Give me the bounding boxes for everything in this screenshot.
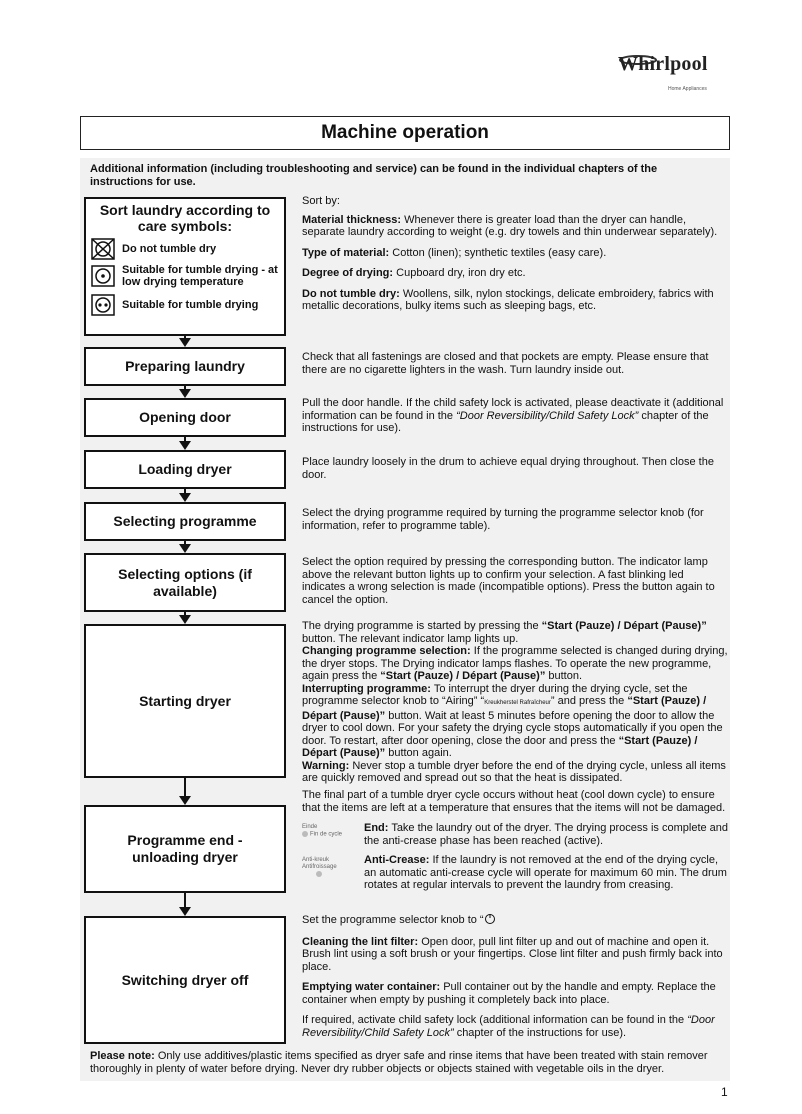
flow-arrow: [179, 336, 191, 347]
lock-text: If required, activate child safety lock (additional information can be found in the: [302, 1014, 685, 1026]
starting-t2: button. The relevant indicator lamp lights up.: [302, 632, 519, 645]
interrupt-knob: Kreukherstel Rafraîcheur: [484, 700, 551, 706]
end-lamp-icon: [302, 824, 364, 839]
lamp-label: Antifroissage: [302, 864, 337, 870]
no-tumble-label: Do not tumble dry:: [302, 287, 400, 300]
step-selecting-programme: Selecting programme: [84, 502, 286, 541]
anticrease-indicator-row: [302, 854, 730, 892]
step-sort-laundry: [84, 197, 286, 336]
material-type-text: Cotton (linen); synthetic textiles (easy care).: [392, 246, 607, 259]
flow-arrow: [179, 893, 191, 916]
brand-tagline: Home Appliances: [668, 86, 707, 92]
preparing-text: Check that all fastenings are closed and that pockets are empty. Please ensure that there are no cigarette lighters in the wash. Turn laundry inside out.: [302, 351, 709, 376]
interrupt-end: button. Wait at least 5 minutes before opening the door to allow the dryer to cool down. For your safety the drying cycle stops automatically if you open the door. To restart, after door opening, close the door and press the: [302, 709, 723, 747]
material-thickness-label: Material thickness:: [302, 213, 402, 226]
opening-text: [302, 397, 730, 435]
selecting-options-text: Select the option required by pressing the corresponding button. The indicator lamp above the relevant button lights up to confirm your selection. A fast blinking led indicates a wrong selection is made (incompatible options). Press the button again to cancel the option.: [302, 556, 715, 606]
note-text: Only use additives/plastic items specified as dryer safe and rinse items that have been treated with stain remover thoroughly in plenty of water before drying. Never dry rubber objects or objects stained with vegetable oils in the dryer.: [90, 1050, 708, 1075]
tumble-dry-normal-icon: [90, 293, 116, 317]
symbol-row: [90, 237, 284, 261]
step-loading-dryer: Loading dryer: [84, 450, 286, 489]
symbol-label: Do not tumble dry: [122, 243, 217, 255]
sort-text: [302, 195, 730, 321]
material-thickness-text: Whenever there is greater load than the dryer can handle, separate laundry according to weight (e.g. dry towels and thin underwear separately).: [302, 213, 718, 238]
opening-text-main: Pull the door handle. If the child safety lock is activated, please deactivate it (additional information can be found in the: [302, 397, 724, 422]
start-button-ref: “Start (Pauze) / Départ (Pause)”: [541, 620, 707, 632]
step-starting-dryer: Starting dryer: [84, 624, 286, 778]
sort-heading: Sort laundry according to care symbols:: [99, 202, 271, 234]
lamp-label: Anti-kreuk: [302, 857, 330, 863]
symbol-row: [90, 293, 284, 317]
interrupt-text: To interrupt the dryer during the drying cycle, set the programme selector knob to “Airing” “: [302, 682, 688, 707]
flow-arrow: [179, 778, 191, 805]
step-programme-end: Programme end - unloading dryer: [84, 805, 286, 893]
lint-text: Open door, pull lint filter up and out of machine and open it. Brush lint using a soft brush or your fingertips. Close lint filter and push firmly back into place.: [302, 935, 723, 973]
lint-label: Cleaning the lint filter:: [302, 935, 419, 948]
off-set-row: [302, 913, 730, 927]
change-label: Changing programme selection:: [302, 645, 471, 657]
step-preparing-laundry: Preparing laundry: [84, 347, 286, 386]
step-switching-off: Switching dryer off: [84, 916, 286, 1044]
flow-arrow: [179, 386, 191, 398]
change-text: If the programme selected is changed during drying, the dryer stops. The Drying indicator lamps flashes. To operate the new programme, again press the: [302, 645, 728, 682]
symbol-label: Suitable for tumble drying - at low drying temperature: [122, 264, 278, 288]
off-text: [302, 913, 730, 1047]
anticrease-lamp-icon: [302, 857, 364, 879]
please-note: [90, 1050, 725, 1075]
water-label: Emptying water container:: [302, 981, 441, 993]
start-button-ref: “Start (Pauze) / Départ (Pause)”: [380, 670, 546, 682]
end-label: End:: [364, 822, 389, 834]
flow-arrow: [179, 489, 191, 502]
symbol-row: [90, 264, 284, 288]
starting-t1: The drying programme is started by pressing the: [302, 620, 539, 632]
anticrease-desc: [364, 854, 730, 892]
brand-name: Whirlpool: [618, 53, 708, 75]
sort-by: Sort by:: [302, 195, 340, 207]
whirlpool-logo: [612, 52, 732, 92]
off-position-icon: [484, 913, 496, 925]
water-text: Pull container out by the handle and empty. Replace the container when empty by pushing it completely back into place.: [302, 981, 716, 1006]
lock-end: chapter of the instructions for use).: [456, 1026, 627, 1039]
anticrease-label: Anti-Crease:: [364, 854, 430, 866]
page-number: 1: [721, 1085, 728, 1099]
note-label: Please note:: [90, 1050, 155, 1062]
interrupt-end2: button again.: [388, 747, 452, 759]
change-end: button.: [548, 670, 583, 682]
no-tumble-text: Woollens, silk, nylon stockings, delicate embroidery, fabrics with metallic decorations, bulky items such as sleeping bags, etc.: [302, 287, 714, 312]
opening-text-end: chapter of the instructions for use).: [302, 409, 709, 434]
anticrease-text: If the laundry is not removed at the end of the drying cycle, an automatic anti-crease cycle will operate for maximum 60 min. The drum rotates at regular intervals to prevent the laundry from creasing.: [364, 854, 727, 891]
do-not-tumble-dry-icon: [90, 237, 116, 261]
end-indicator-row: [302, 822, 730, 847]
warning-text: Never stop a tumble dryer before the end of the drying cycle, unless all items are quickly removed and spread out so that the heat is dissipated.: [302, 759, 726, 784]
interrupt-label: Interrupting programme:: [302, 682, 431, 695]
lamp-label: Einde: [302, 824, 318, 830]
cooldown-text: The final part of a tumble dryer cycle occurs without heat (cool down cycle) to ensure that the items are left at a temperature that ensures that the items will not be damaged.: [302, 789, 726, 814]
step-selecting-options: Selecting options (if available): [84, 553, 286, 612]
loading-text: Place laundry loosely in the drum to achieve equal drying throughout. Then close the door.: [302, 456, 714, 481]
starting-text: [302, 620, 730, 785]
intro-text: Additional information (including troubleshooting and service) can be found in the individual chapters of the instructions for use.: [90, 163, 658, 188]
step-opening-door: Opening door: [84, 398, 286, 437]
flow-arrow: [179, 437, 191, 450]
interrupt-text2: ” and press the: [550, 695, 625, 707]
opening-text-italic: “Door Reversibility/Child Safety Lock”: [456, 409, 639, 422]
lock-italic: “Door Reversibility/Child Safety Lock”: [302, 1014, 715, 1039]
lamp-label: Fin de cycle: [310, 831, 343, 838]
drying-degree-label: Degree of drying:: [302, 267, 394, 279]
page-title: Machine operation: [80, 116, 730, 150]
warning-label: Warning:: [302, 759, 350, 772]
tumble-dry-low-icon: [90, 264, 116, 288]
selecting-programme-text: Select the drying programme required by turning the programme selector knob (for information, refer to programme table).: [302, 507, 704, 532]
symbol-label: Suitable for tumble drying: [122, 299, 259, 311]
start-button-ref: “Start (Pauze) / Départ (Pause)”: [302, 695, 707, 722]
end-text-body: Take the laundry out of the dryer. The drying process is complete and the anti-crease phase has been reached (active).: [364, 822, 729, 847]
end-desc: [364, 822, 730, 847]
start-button-ref: “Start (Pauze) / Départ (Pause)”: [302, 734, 698, 759]
off-set-text: Set the programme selector knob to “: [302, 914, 484, 926]
flow-arrow: [179, 541, 191, 553]
flow-arrow: [179, 612, 191, 624]
material-type-label: Type of material:: [302, 246, 390, 259]
drying-degree-text: Cupboard dry, iron dry etc.: [396, 267, 526, 279]
end-text: [302, 789, 730, 892]
